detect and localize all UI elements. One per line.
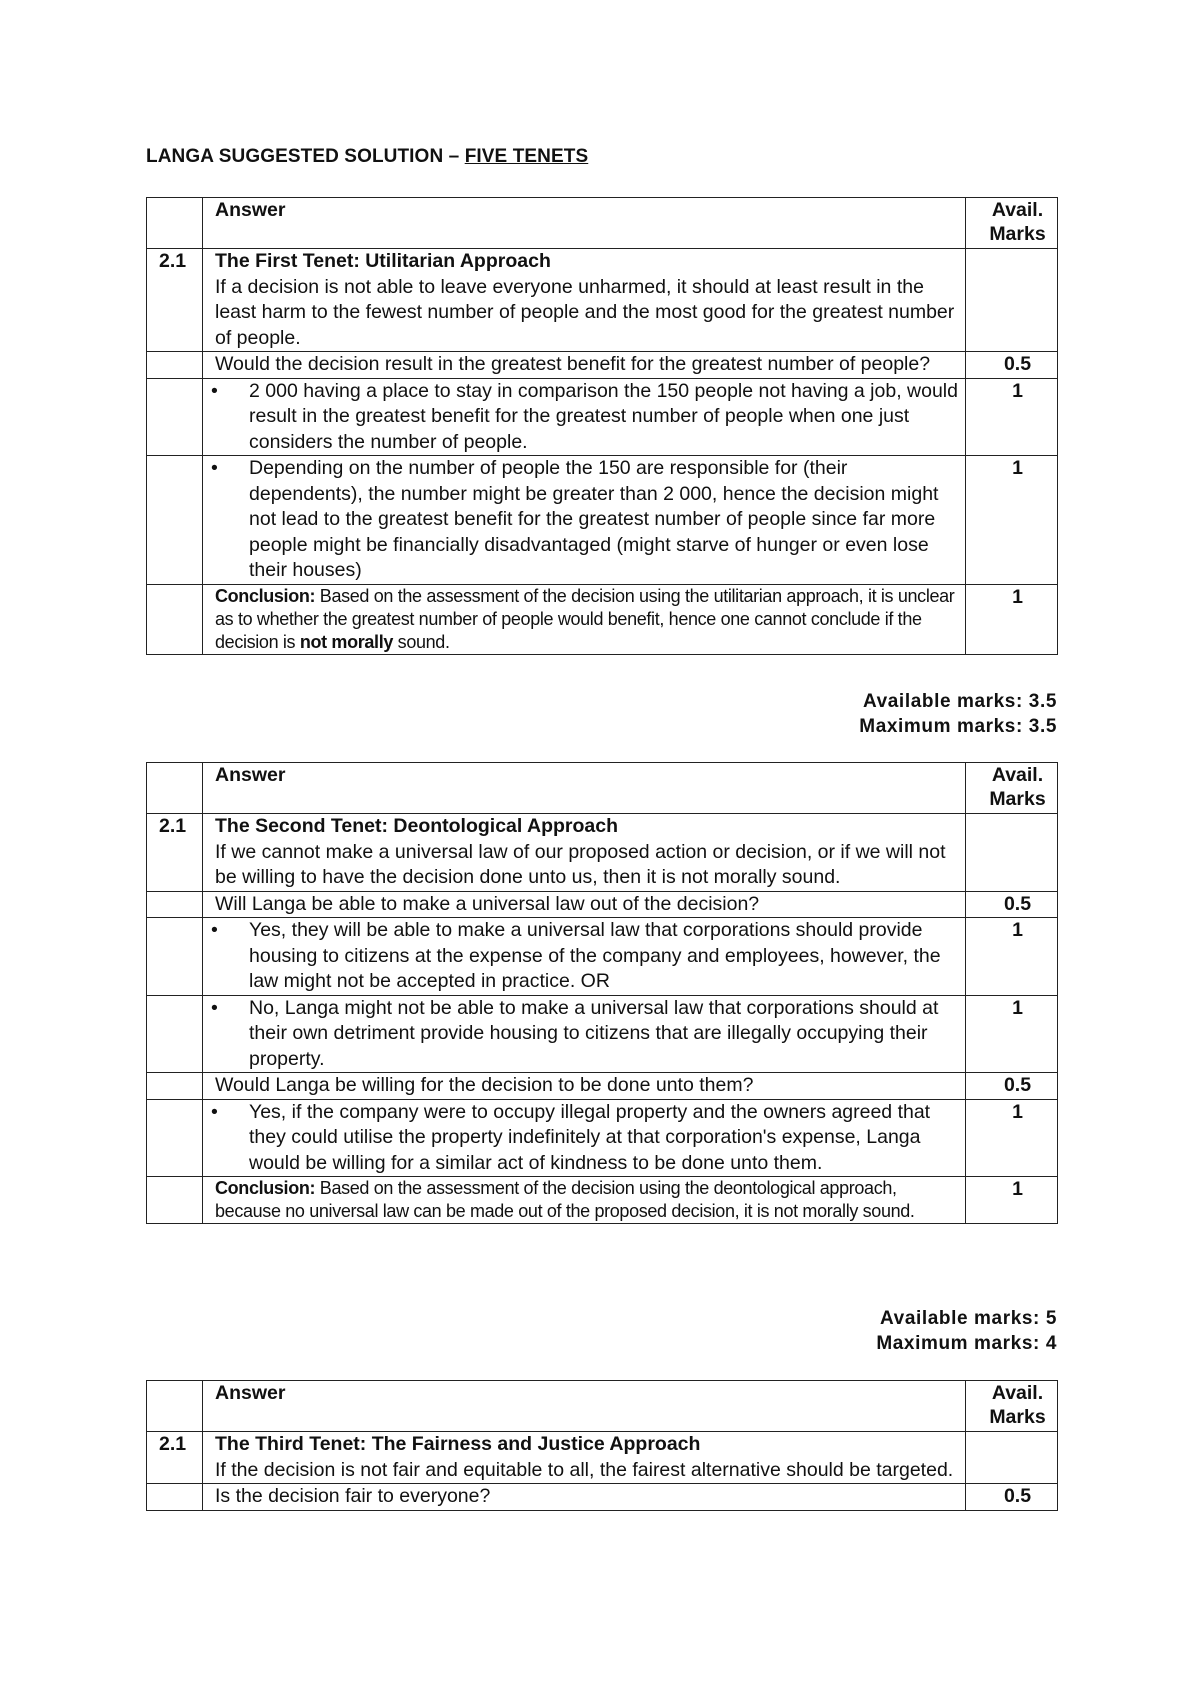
tenet-description: If a decision is not able to leave everyone unharmed, it should at least result in the least harm to the fewest number of people and the most good for the greatest number of people. <box>215 275 955 349</box>
conclusion-text <box>203 584 966 654</box>
table-row <box>147 352 1058 379</box>
mark-cell <box>966 814 1058 892</box>
header-answer: Answer <box>203 198 966 249</box>
header-marks: Avail. Marks <box>966 763 1058 814</box>
bullet-cell <box>203 1099 966 1177</box>
header-answer: Answer <box>203 1381 966 1432</box>
empty-num-cell <box>147 584 203 654</box>
section-row <box>147 249 1058 352</box>
header-num <box>147 1381 203 1432</box>
maximum-marks: Maximum marks: 4 <box>876 1333 1057 1354</box>
available-marks: Available marks: 3.5 <box>862 691 1057 712</box>
empty-num-cell <box>147 1099 203 1177</box>
second-tenet-table <box>146 762 1058 1224</box>
bullet-icon: • <box>211 1100 218 1123</box>
conclusion-row <box>147 1177 1058 1224</box>
conclusion-label: Conclusion: <box>215 1178 316 1198</box>
bullet-icon: • <box>211 457 218 479</box>
empty-num-cell <box>147 352 203 379</box>
tenet-title: The Second Tenet: Deontological Approach <box>215 815 619 837</box>
empty-num-cell <box>147 995 203 1073</box>
bullet-cell <box>203 378 966 456</box>
bullet-cell <box>203 995 966 1073</box>
table-row <box>147 1099 1058 1177</box>
conclusion-body: Based on the assessment of the decision using the utilitarian approach, it is unclear as to whether the greatest number of people would benefit, hence one cannot conclude if the decision is <box>215 585 955 652</box>
bullet-icon: • <box>211 379 218 402</box>
section-content <box>203 814 966 892</box>
available-marks: Available marks: 5 <box>880 1308 1057 1329</box>
empty-num-cell <box>147 456 203 585</box>
header-marks: Avail. Marks <box>966 1381 1058 1432</box>
header-marks: Avail. Marks <box>966 198 1058 249</box>
mark-value: 1 <box>966 1099 1058 1177</box>
question-text: Would Langa be willing for the decision to be done unto them? <box>203 1073 966 1100</box>
bullet-cell <box>203 918 966 996</box>
question-text: Is the decision fair to everyone? <box>203 1484 966 1511</box>
third-tenet-table <box>146 1380 1058 1511</box>
question-number: 2.1 <box>147 814 203 892</box>
marks-summary <box>859 689 1057 739</box>
empty-num-cell <box>147 378 203 456</box>
empty-num-cell <box>147 891 203 918</box>
conclusion-body: Based on the assessment of the decision using the deontological approach, because no universal law can be made out of the proposed decision, it is not morally sound. <box>215 1178 915 1221</box>
bullet-icon: • <box>211 996 218 1019</box>
title-underlined: FIVE TENETS <box>464 146 589 167</box>
bullet-text: 2 000 having a place to stay in comparison the 150 people not having a job, would result in the greatest benefit for the greatest number of people when one just considers the number of people. <box>249 379 958 453</box>
question-text: Will Langa be able to make a universal law out of the decision? <box>203 891 966 918</box>
question-text: Would the decision result in the greatest benefit for the greatest number of people? <box>203 352 966 379</box>
empty-num-cell <box>147 1073 203 1100</box>
tenet-title: The Third Tenet: The Fairness and Justice Approach <box>215 1433 701 1455</box>
mark-value: 1 <box>966 584 1058 654</box>
conclusion-end: sound. <box>393 631 450 652</box>
bullet-text: Yes, they will be able to make a universal law that corporations should provide housing to citizens at the expense of the company and employees, however, the law might not be accepted in practice. OR <box>249 919 941 992</box>
mark-value: 1 <box>966 378 1058 456</box>
bullet-cell <box>203 456 966 585</box>
tenet-description: If we cannot make a universal law of our proposed action or decision, or if we will not be willing to have the decision done unto us, then it is not morally sound. <box>215 840 946 888</box>
table-row <box>147 456 1058 585</box>
conclusion-label: Conclusion: <box>215 585 316 606</box>
table-header-row <box>147 198 1058 249</box>
tenet-description: If the decision is not fair and equitable to all, the fairest alternative should be targeted. <box>215 1458 954 1481</box>
table-row <box>147 918 1058 996</box>
question-number: 2.1 <box>147 249 203 352</box>
table-row <box>147 1484 1058 1511</box>
tenet-title: The First Tenet: Utilitarian Approach <box>215 250 551 272</box>
conclusion-emphasis: not morally <box>299 631 394 652</box>
bullet-text: Depending on the number of people the 150 are responsible for (their dependents), the number might be greater than 2 000, hence the decision might not lead to the greatest benefit for the greatest number of people since far more people might be financially disadvantaged (might starve of hunger or even lose their houses) <box>249 457 939 581</box>
empty-num-cell <box>147 1484 203 1511</box>
table-header-row <box>147 1381 1058 1432</box>
mark-value: 1 <box>966 995 1058 1073</box>
mark-value: 0.5 <box>966 1073 1058 1100</box>
conclusion-text <box>203 1177 966 1224</box>
bullet-text: Yes, if the company were to occupy illegal property and the owners agreed that they could utilise the property indefinitely at that corporation's expense, Langa would be willing for a similar act of kindness to be done unto them. <box>249 1100 931 1174</box>
header-num <box>147 763 203 814</box>
section-row <box>147 814 1058 892</box>
first-tenet-table <box>146 197 1058 655</box>
question-number: 2.1 <box>147 1432 203 1484</box>
maximum-marks: Maximum marks: 3.5 <box>859 716 1057 737</box>
mark-value: 1 <box>966 918 1058 996</box>
table-row <box>147 995 1058 1073</box>
section-content <box>203 1432 966 1484</box>
marks-summary <box>876 1306 1057 1356</box>
mark-value: 0.5 <box>966 352 1058 379</box>
mark-value: 0.5 <box>966 891 1058 918</box>
header-num <box>147 198 203 249</box>
table-row <box>147 1073 1058 1100</box>
conclusion-row <box>147 584 1058 654</box>
section-row <box>147 1432 1058 1484</box>
table-row <box>147 378 1058 456</box>
empty-num-cell <box>147 1177 203 1224</box>
empty-num-cell <box>147 918 203 996</box>
header-answer: Answer <box>203 763 966 814</box>
mark-value: 1 <box>966 456 1058 585</box>
bullet-text: No, Langa might not be able to make a universal law that corporations should at their own detriment provide housing to citizens that are illegally occupying their property. <box>249 996 939 1070</box>
mark-value: 0.5 <box>966 1484 1058 1511</box>
table-row <box>147 891 1058 918</box>
page-title <box>146 146 588 168</box>
title-prefix: LANGA SUGGESTED SOLUTION – <box>146 146 465 167</box>
mark-value: 1 <box>966 1177 1058 1224</box>
mark-cell <box>966 1432 1058 1484</box>
mark-cell <box>966 249 1058 352</box>
bullet-icon: • <box>211 919 218 941</box>
table-header-row <box>147 763 1058 814</box>
section-content <box>203 249 966 352</box>
